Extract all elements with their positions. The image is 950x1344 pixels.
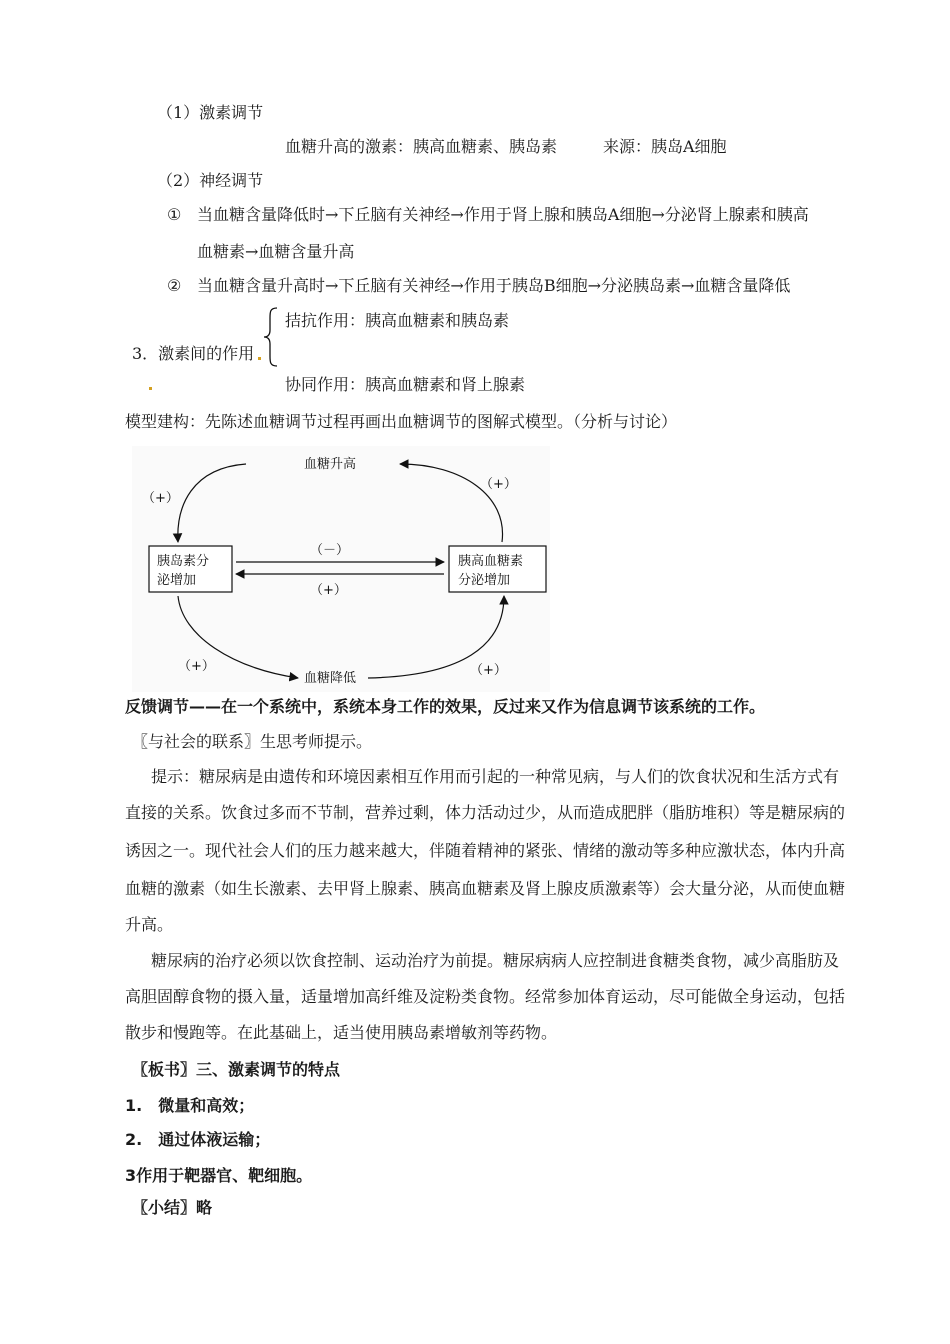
label-mid-positive: （+） [310, 583, 347, 598]
paragraph1-line: 诱因之一。现代社会人们的压力越来越大，伴随着精神的紧张、情绪的激动等多种应激状态，体内升高 [125, 841, 846, 860]
label-top-left: （+） [142, 491, 179, 506]
item2-number: ② [167, 276, 182, 295]
section-interaction-title: 3．激素间的作用 [132, 344, 255, 363]
feedback-definition: 反馈调节——在一个系统中，系统本身工作的效果，反过来又作为信息调节该系统的工作。 [125, 697, 766, 716]
paragraph1-line: 直接的关系。饮食过多而不节制，营养过剩，体力活动过少，从而造成肥胖（脂肪堆积）等是糖尿病的 [125, 803, 846, 822]
node-glucose-low: 血糖降低 [304, 671, 357, 686]
item2-line1: 当血糖含量升高时→下丘脑有关神经→作用于胰岛B细胞→分泌胰岛素→血糖含量降低 [197, 276, 791, 295]
box-glucagon-line2: 分泌增加 [458, 573, 511, 588]
box-insulin-line2: 泌增加 [157, 573, 197, 588]
board-item: 3作用于靶器官、靶细胞。 [125, 1166, 313, 1185]
label-bottom-right: （+） [470, 663, 507, 678]
box-insulin-line1: 胰岛素分 [157, 554, 210, 569]
brace-icon [263, 306, 279, 368]
paragraph1-line: 血糖的激素（如生长激素、去甲肾上腺素、胰高血糖素及肾上腺皮质激素等）会大量分泌，从而使血糖 [125, 879, 846, 898]
label-bottom-left: （+） [178, 659, 215, 674]
item1-number: ① [167, 205, 182, 224]
label-top-right: （+） [480, 477, 517, 492]
box-glucagon-line1: 胰高血糖素 [458, 554, 524, 569]
stray-mark [149, 387, 152, 390]
hormone-source-line: 来源：胰岛A细胞 [603, 137, 727, 156]
section-nerve-title: （2）神经调节 [157, 171, 264, 190]
item1-line2: 血糖素→血糖含量升高 [197, 242, 355, 261]
glucose-regulation-diagram [132, 446, 550, 692]
board-item: 2. 通过体液运输； [125, 1130, 271, 1149]
paragraph2-line: 高胆固醇食物的摄入量，适量增加高纤维及淀粉类食物。经常参加体育运动，尽可能做全身运动，包括 [125, 987, 846, 1006]
section-hormone-title: （1）激素调节 [157, 103, 264, 122]
paragraph1-line: 升高。 [125, 915, 174, 934]
paragraph1-line: 提示：糖尿病是由遗传和环境因素相互作用而引起的一种常见病，与人们的饮食状况和生活方式有 [151, 767, 840, 786]
paragraph2-line: 散步和慢跑等。在此基础上，适当使用胰岛素增敏剂等药物。 [125, 1023, 558, 1042]
synergy-line: 协同作用：胰高血糖素和肾上腺素 [285, 375, 526, 394]
board-title: 〖板书〗三、激素调节的特点 [132, 1060, 341, 1079]
summary-line: 〖小结〗略 [132, 1198, 213, 1217]
model-building-line: 模型建构：先陈述血糖调节过程再画出血糖调节的图解式模型。（分析与讨论） [125, 412, 678, 431]
antagonism-line: 拮抗作用：胰高血糖素和胰岛素 [285, 311, 510, 330]
board-item: 1. 微量和高效； [125, 1096, 255, 1115]
item1-line1: 当血糖含量降低时→下丘脑有关神经→作用于肾上腺和胰岛A细胞→分泌肾上腺素和胰高 [197, 205, 809, 224]
hormone-raise-line: 血糖升高的激素：胰高血糖素、胰岛素 [285, 137, 558, 156]
stray-mark [258, 357, 261, 360]
label-mid-negative: （－） [310, 543, 350, 558]
node-glucose-high: 血糖升高 [304, 457, 357, 472]
paragraph2-line: 糖尿病的治疗必须以饮食控制、运动治疗为前提。糖尿病病人应控制进食糖类食物，减少高脂肪及 [151, 951, 840, 970]
social-link-title: 〖与社会的联系〗生思考师提示。 [132, 732, 373, 751]
